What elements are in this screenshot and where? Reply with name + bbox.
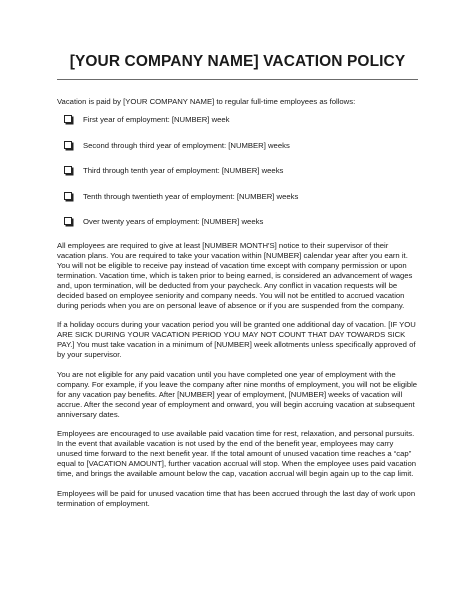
checkbox-icon: [64, 192, 72, 200]
list-item: [57, 115, 418, 125]
list-item-label: Tenth through twentieth year of employment: [NUMBER] weeks: [83, 191, 299, 201]
page-title: [YOUR COMPANY NAME] VACATION POLICY: [69, 53, 406, 70]
checkbox-icon: [64, 217, 72, 225]
checkbox-icon: [64, 141, 72, 149]
policy-body: [57, 241, 418, 509]
checkbox-icon: [64, 166, 72, 174]
list-item-label: First year of employment: [NUMBER] week: [83, 115, 230, 124]
list-item: [57, 141, 418, 151]
title-divider: [57, 79, 418, 80]
list-item-label: Third through tenth year of employment: [NUMBER] weeks: [83, 166, 284, 175]
paragraph-eligibility: You are not eligible for any paid vacation until you have completed one year of employment with the company. For example, if you leave the company after nine months of employment, you will not be eligible for any vacation pay benefits. After [NUMBER] year of employment, [NUMBER] weeks of vacation will accrue. After the second year of employment and onward, you will begin accruing vacation at subsequent anniversary dates.: [57, 369, 418, 419]
checkbox-icon: [64, 115, 72, 123]
list-item-label: Second through third year of employment: [NUMBER] weeks: [83, 140, 290, 150]
list-item-label: Over twenty years of employment: [NUMBER] weeks: [83, 217, 264, 226]
list-item: [57, 192, 418, 202]
paragraph-holiday: If a holiday occurs during your vacation period you will be granted one additional day of vacation. [IF YOU ARE SICK DURING YOUR VACATION PERIOD YOU MAY NOT COUNT THAT DAY TOWARDS SICK PAY.] You must take vacation in a minimum of [NUMBER] week allotments unless specifically approved of by your supervisor.: [57, 320, 416, 359]
list-item: [57, 217, 418, 227]
paragraph-notice: All employees are required to give at least [NUMBER MONTH'S] notice to their supervisor of their vacation plans. You are required to take your vacation within [NUMBER] calendar year after you earn it. You will not be eligible to receive pay instead of vacation time except with company permission or upon termination. Vacation time, which is taken prior to being earned, is considered an advancement of wages and, upon termination, will be deducted from your paycheck. Any conflict in vacation requests will be decided based on employee seniority and company needs. You will not be entitled to accrued vacation during periods when you are on personal leave of absence or if you are suspended from the company.: [57, 240, 413, 310]
vacation-schedule-list: [57, 115, 418, 227]
paragraph-termination: Employees will be paid for unused vacation time that has been accrued through the last day of work upon termination of employment.: [57, 488, 416, 508]
list-item: [57, 166, 418, 176]
paragraph-carryover: Employees are encouraged to use available paid vacation time for rest, relaxation, and personal pursuits. In the event that available vacation is not used by the end of the benefit year, employees may carry unused time forward to the next benefit year. If the total amount of unused vacation time reaches a “cap” equal to [VACATION AMOUNT], further vacation accrual will stop. When the employee uses paid vacation time, and brings the available amount below the cap, vacation accrual will begin again up to the cap limit.: [57, 429, 417, 478]
intro-paragraph: Vacation is paid by [YOUR COMPANY NAME] to regular full-time employees as follows:: [57, 97, 356, 106]
